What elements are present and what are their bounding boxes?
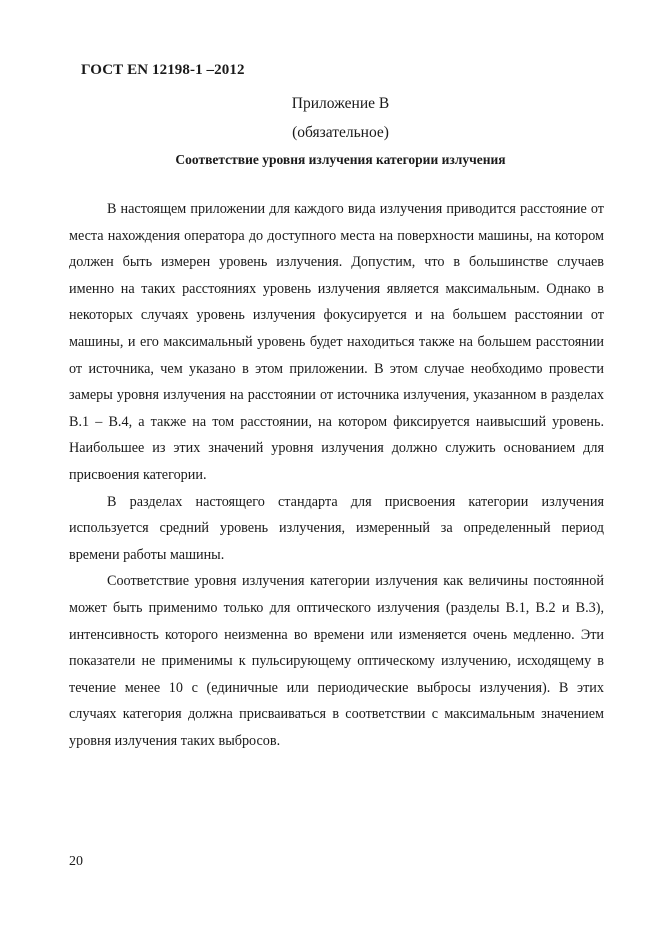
paragraph-2: В разделах настоящего стандарта для присвоения категории излучения используется средний уровень излучения, измеренный за определенный период времени работы машины. [69,493,604,563]
annex-status: (обязательное) [292,124,389,141]
annex-title: Приложение В [291,95,390,112]
annex-subject: Соответствие уровня излучения категории излучения [175,152,506,167]
page-number: 20 [69,854,83,869]
document-code: ГОСТ EN 12198-1 –2012 [81,62,245,78]
paragraph-1: В настоящем приложении для каждого вида излучения приводится расстояние от места нахождения оператора до доступного места на поверхности машины, на котором должен быть измерен уровень излучения. Допустим, что в большинстве случаев именно на таких расстояниях уровень излучения является максимальным. Однако в некоторых случаях уровень излучения фокусируется и на большем расстоянии от машины, и его максимальный уровень будет находиться также на большем расстоянии от источника, чем указано в этом приложении. В этом случае необходимо провести замеры уровня излучения на расстоянии от источника излучения, указанном в разделах В.1 – В.4, а также на том расстоянии, на котором фиксируется наивысший уровень. Наибольшее из этих значений уровня излучения должно служить основанием для присвоения категории. [69,201,604,483]
annex-body [69,196,604,754]
paragraph-3: Соответствие уровня излучения категории излучения как величины постоянной может быть применимо только для оптического излучения (разделы В.1, В.2 и В.3), интенсивность которого неизменна во времени или изменяется очень медленно. Эти показатели не применимы к пульсирующему оптическому излучению, исходящему в течение менее 10 с (единичные или периодические выбросы излучения). В этих случаях категория должна присваиваться в соответствии с максимальным значением уровня излучения таких выбросов. [69,573,604,749]
